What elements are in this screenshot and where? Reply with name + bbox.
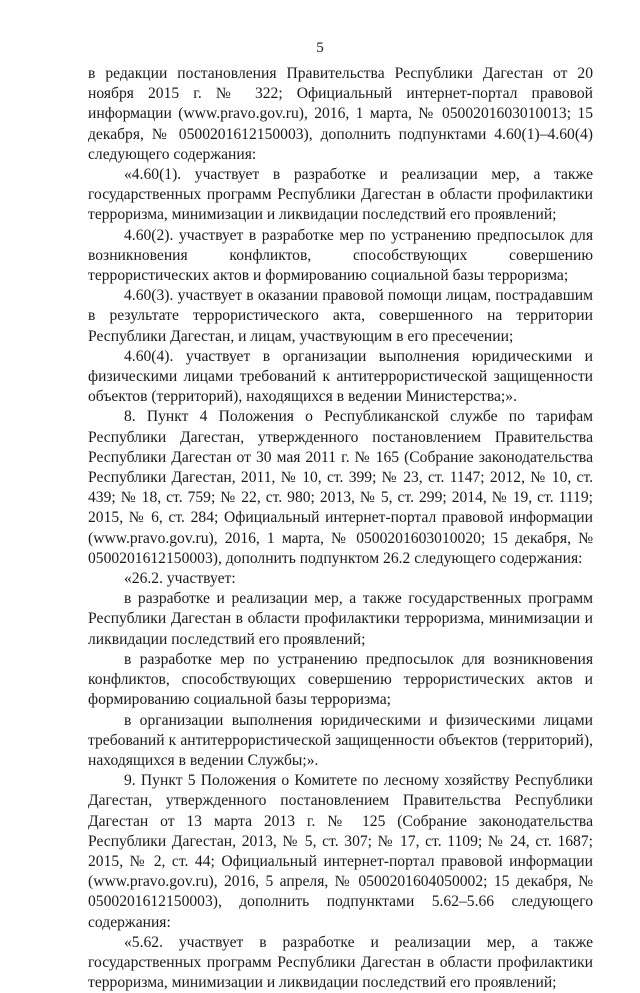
paragraph-26-2-c: в организации выполнения юридическими и физическими лицами требований к антитеррористической защищенности объектов (территорий), находящихся в ведении Службы;». [88, 711, 593, 769]
paragraph-4-60-1: «4.60(1). участвует в разработке и реализации мер, а также государственных программ Республики Дагестан в области профилактики терроризма, минимизации и ликвидации последствий его проявлений; [88, 166, 593, 224]
paragraph-26-2: «26.2. участвует: [124, 570, 236, 588]
paragraph-26-2-a: в разработке и реализации мер, а также государственных программ Республики Дагестан в области профилактики терроризма, минимизации и ликвидации последствий его проявлений; [88, 590, 593, 648]
paragraph-26-2-b: в разработке мер по устранению предпосылок для возникновения конфликтов, способствующих совершению террористических актов и формированию социальной базы терроризма; [88, 650, 593, 709]
paragraph-5-62: «5.62. участвует в разработке и реализации мер, а также государственных программ Республики Дагестан в области профилактики терроризма, минимизации и ликвидации последствий его проявлений; [88, 933, 593, 992]
paragraph-item-8: 8. Пункт 4 Положения о Республиканской службе по тарифам Республики Дагестан, утвержденного постановлением Правительства Республики Дагестан от 30 мая 2011 г. № 165 (Собрание законодательства Республики Дагестан, 2011, № 10, ст. 399; № 23, ст. 1147; 2012, № 10, ст. 439; № 18, ст. 759; № 22, ст. 980; 2013, № 5, ст. 299; 2014, № 19, ст. 1119; 2015, № 6, ст. 284; Официальный интернет-портал правовой информации (www.pravo.gov.ru), 2016, 1 марта, № 0500201603010020; 15 декабря, № 0500201612150003), дополнить подпунктом 26.2 следующего содержания: [88, 408, 593, 567]
paragraph-item-9: 9. Пункт 5 Положения о Комитете по лесному хозяйству Республики Дагестан, утвержденного постановлением Правительства Республики Дагестан от 13 марта 2013 г. № 125 (Собрание законодательства Республики Дагестан, 2013, № 5, ст. 307; № 17, ст. 1109; № 24, ст. 1687; 2015, № 2, ст. 44; Официальный интернет-портал правовой информации (www.pravo.gov.ru), 2016, 5 апреля, № 0500201604050002; 15 декабря, № 0500201612150003), дополнить подпунктами 5.62–5.66 следующего содержания: [88, 772, 593, 931]
paragraph-4-60-2: 4.60(2). участвует в разработке мер по устранению предпосылок для возникновения конфликтов, способствующих совершению террористических актов и формированию социальной базы терроризма; [88, 226, 593, 285]
paragraph-4-60-3: 4.60(3). участвует в оказании правовой помощи лицам, пострадавшим в результате террористического акта, совершенного на территории Республики Дагестан, и лицам, участвующим в его пресечении; [88, 287, 593, 345]
page-number: 5 [316, 40, 324, 56]
paragraph-4-60-4: 4.60(4). участвует в организации выполнения юридическими и физическими лицами требований к антитеррористической защищенности объектов (территорий), находящихся в ведении Министерства;». [88, 347, 593, 406]
paragraph-continuation: в редакции постановления Правительства Республики Дагестан от 20 ноября 2015 г. № 322; Официальный интернет-портал правовой информации (www.pravo.gov.ru), 2016, 1 марта, № 0500201603010013; 15 декабря, № 0500201612150003), дополнить подпунктами 4.60(1)–4.60(4) следующего содержания: [88, 65, 593, 163]
document-body [88, 64, 593, 993]
